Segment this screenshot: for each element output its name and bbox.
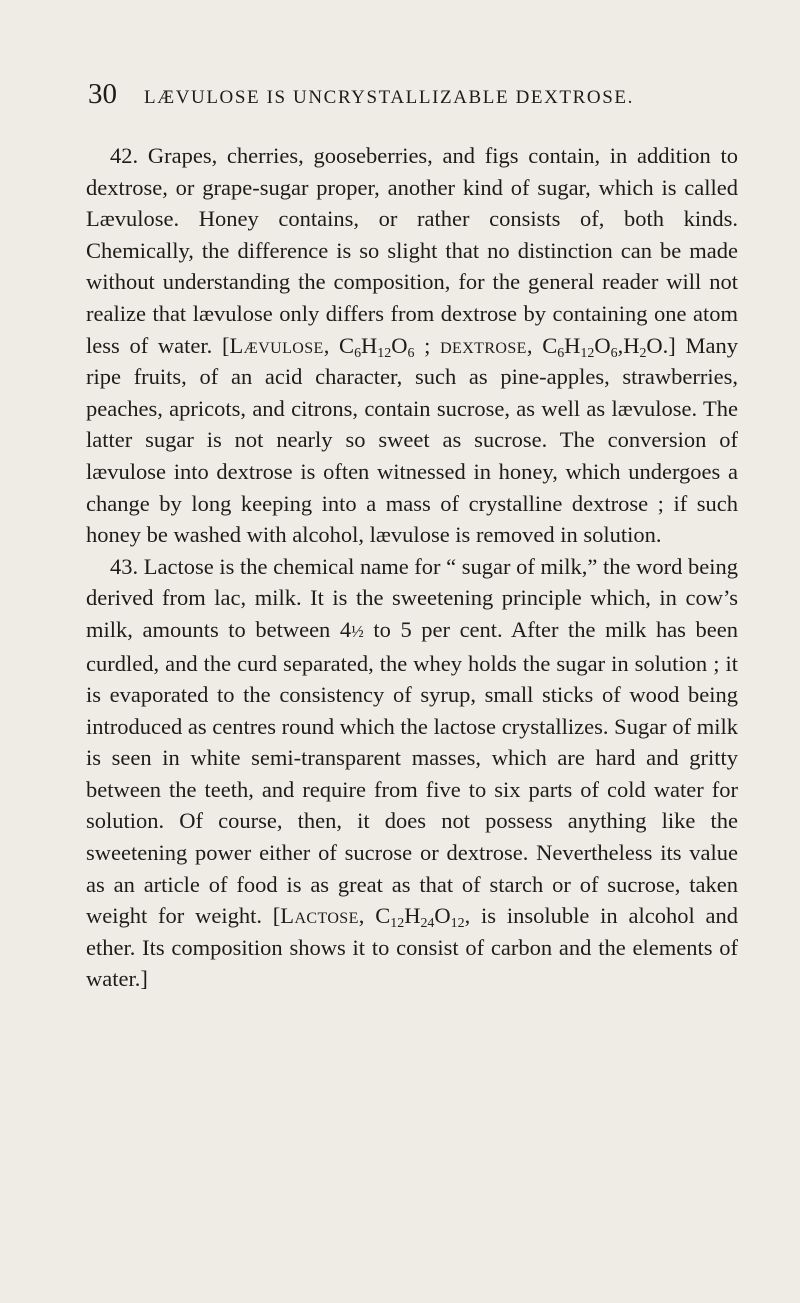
paragraph-number: 43. <box>110 553 139 579</box>
formula-label-lactose: Lactose <box>280 903 359 929</box>
formula-laevulose: , $C_6H_{12}O_6$ <box>323 332 415 361</box>
formula-dextrose: $C_6H_{12}O_6,H_2O$ <box>542 332 663 361</box>
paragraph-42: 42. Grapes, cherries, gooseberries, and figs contain, in addition to dextrose, or grape-sugar proper, another kind of sugar, which is called Lævulose. Honey contains, or rather consists of, both kinds. Chemically, the difference is so slight that no distinction can be made without understanding the composition, for the general reader will not realize that lævulose only differs from dextrose by containing one atom less of water. [Lævulose, $C_6H_{12}O_6$ ; dextrose, $C_6H_{12}O_6,H_2O$.] Many ripe fruits, of an acid character, such as pine-apples, strawberries, peaches, apricots, and citrons, contain sucrose, as well as lævulose. The latter sugar is not nearly so sweet as sucrose. The conversion of lævulose into dextrose is often witnessed in honey, which undergoes a change by long keeping into a mass of crystalline dextrose ; if such honey be washed with alcohol, lævulose is removed in solution. <box>86 143 738 548</box>
page-header <box>86 78 738 118</box>
term-lactose: Lactose <box>143 553 214 579</box>
formula-label-dextrose: dextrose <box>440 332 527 358</box>
running-head: LÆVULOSE IS UNCRYSTALLIZABLE DEXTROSE. <box>144 87 634 108</box>
term-lac: lac <box>214 585 241 611</box>
formula-lactose: $C_{12}H_{24}O_{12}$ <box>375 903 465 932</box>
page-number: 30 <box>88 78 117 110</box>
paragraph-43: 43. Lactose is the chemical name for “ sugar of milk,” the word being derived from lac, milk. It is the sweetening principle which, in cow’s milk, amounts to between 4½ to 5 per cent. After the milk has been curdled, and the curd separated, the whey holds the sugar in solution ; it is evaporated to the consistency of syrup, small sticks of wood being introduced as centres round which the lactose crystallizes. Sugar of milk is seen in white semi-transparent masses, which are hard and gritty between the teeth, and require from five to six parts of cold water for solution. Of course, then, it does not possess anything like the sweetening power either of sucrose or dextrose. Nevertheless its value as an article of food is as great as that of starch or of sucrose, taken weight for weight. [Lactose, $C_{12}H_{24}O_{12}$, is insoluble in alcohol and ether. Its composition shows it to consist of carbon and the elements of water.] <box>86 553 739 992</box>
paragraph-number: 42. <box>110 143 139 168</box>
body-text <box>86 140 738 995</box>
formula-label-laevulose: Lævulose <box>229 332 324 358</box>
fraction-half: ½ <box>351 621 364 641</box>
term-laevulose: Lævulose <box>86 206 174 232</box>
